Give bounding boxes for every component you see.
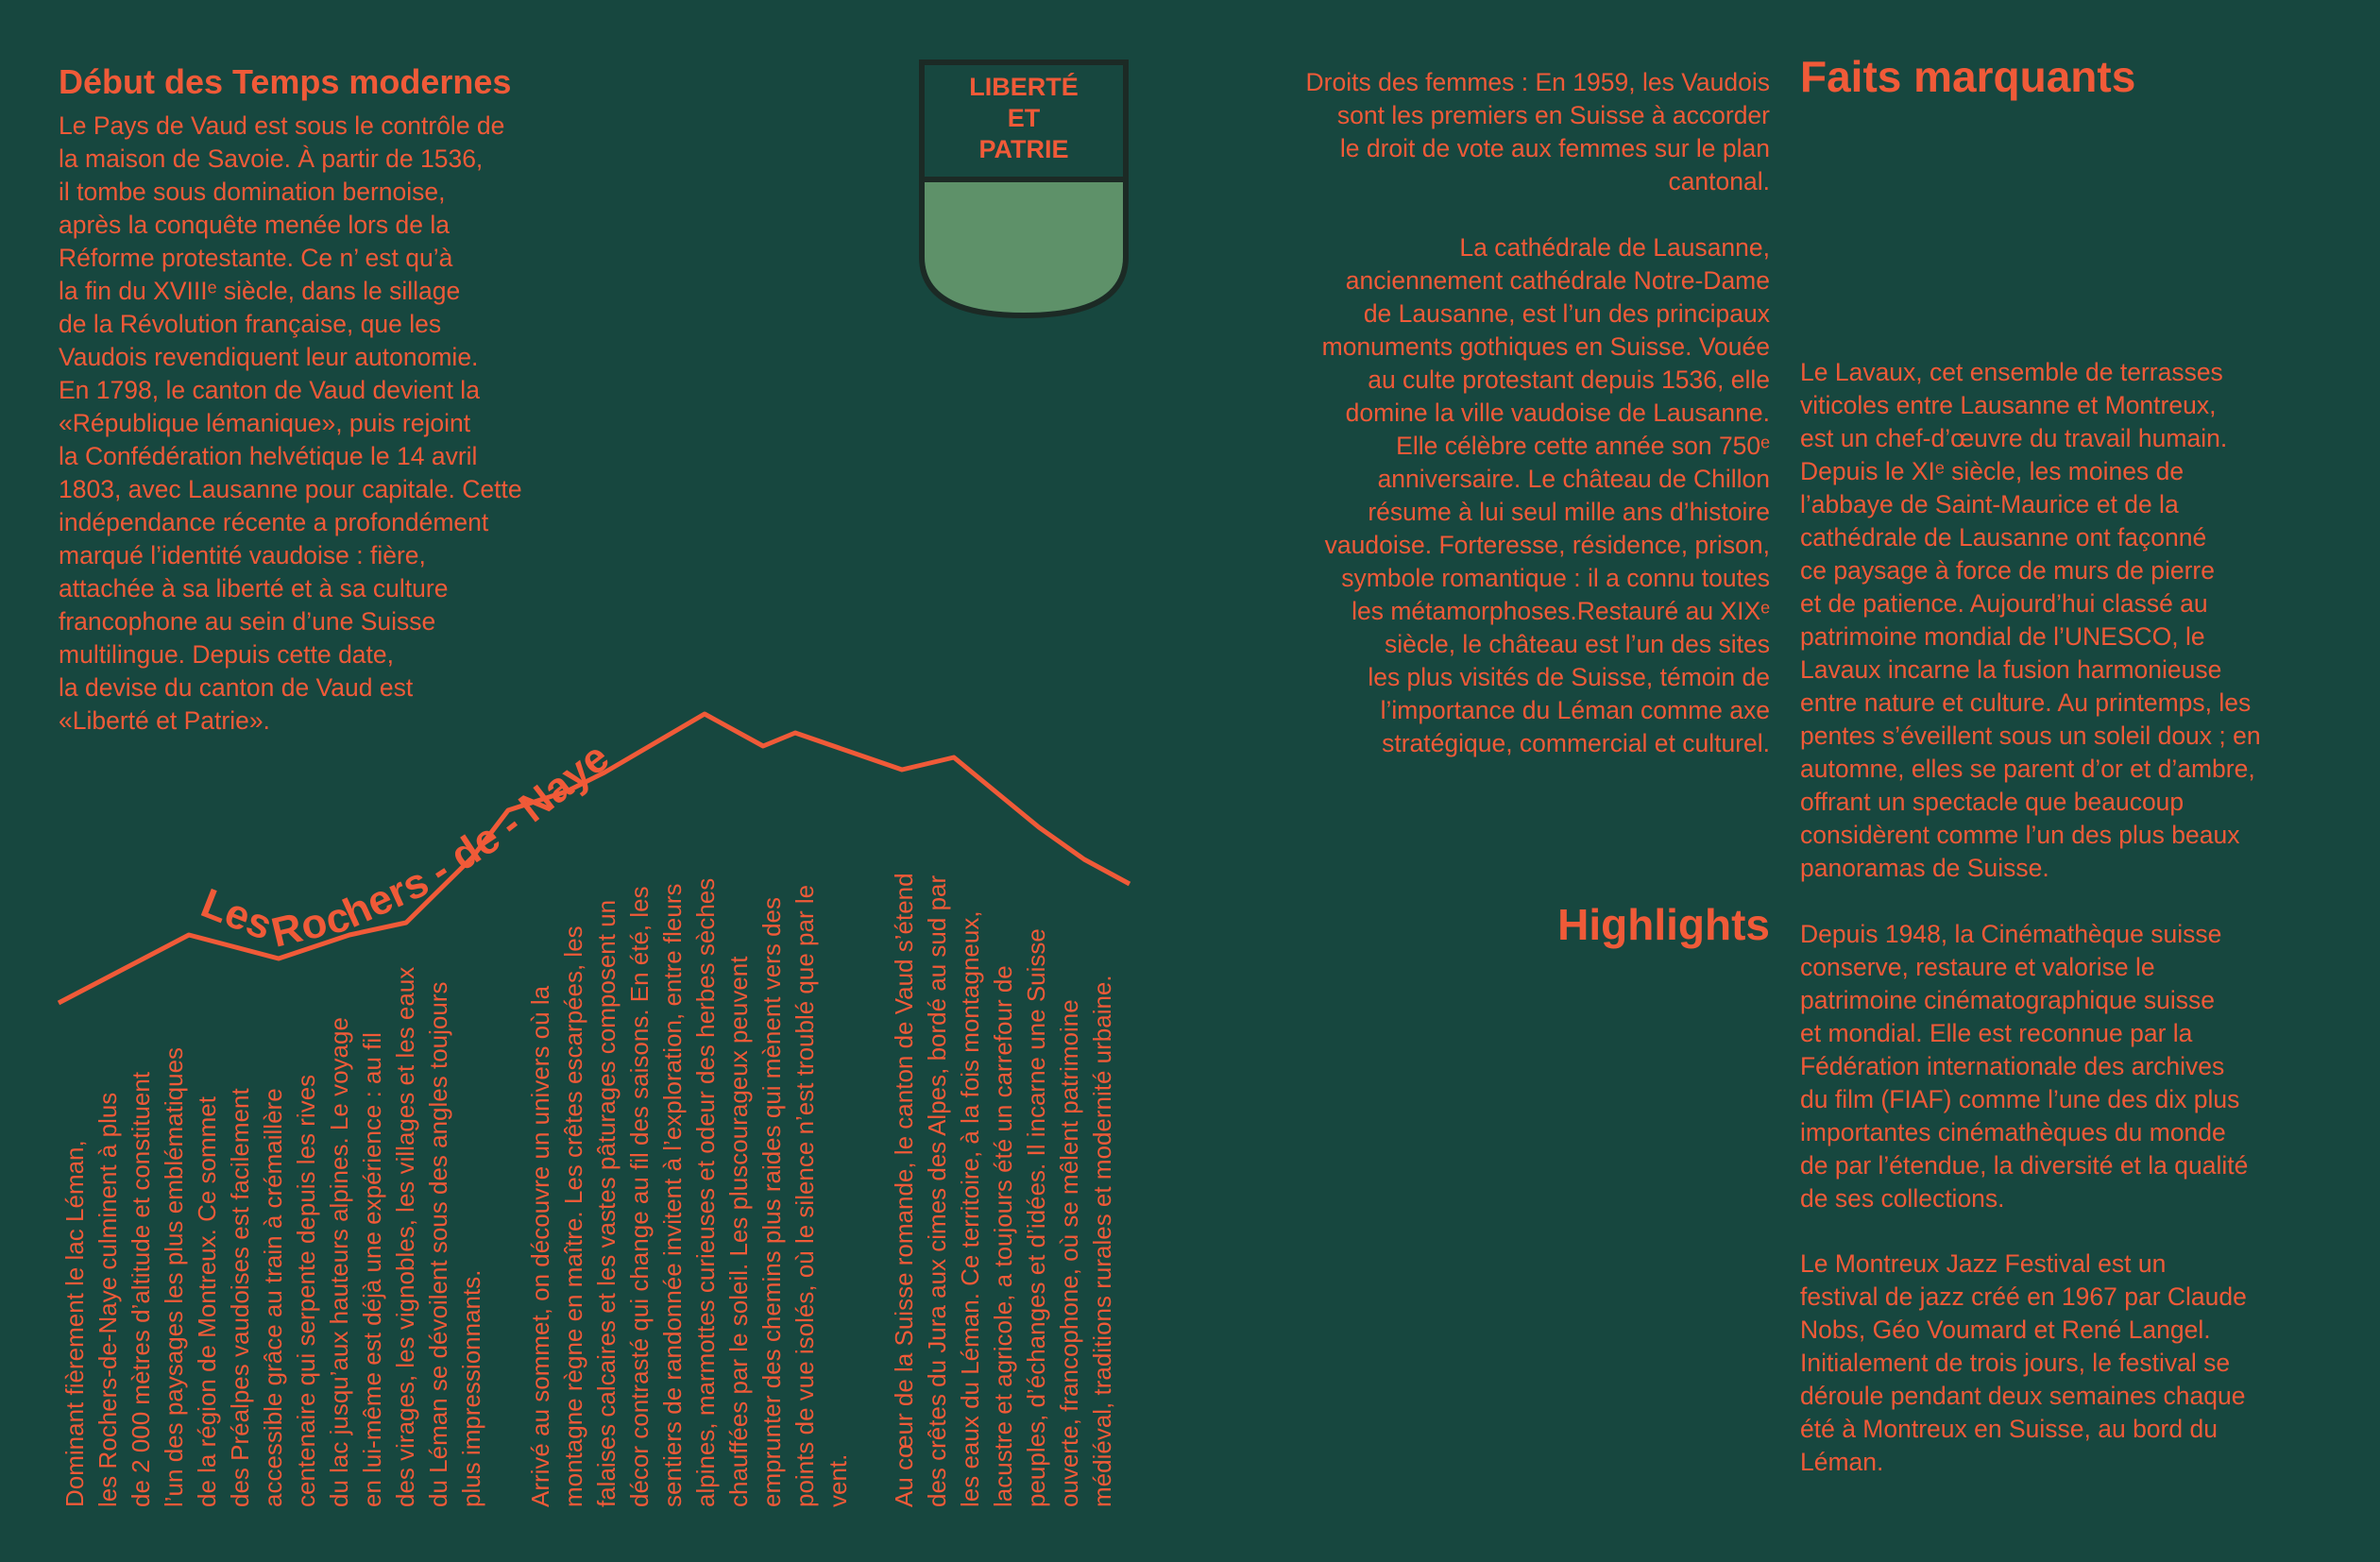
rochers-column-1: Dominant fièrement le lac Léman, les Rochers-de-Naye culminent à plus de 2 000 mètres d’altitude et constituent l’un des paysages les plus emblématiques de la région de Montreux. Ce sommet des Préalpes vaudoises est facilement accessible grâce au train à crémaillère centenaire qui serpente depuis les rives du lac jusqu’aux hauteurs alpines. Le voyage en lui-même est déjà une expérience : au fil des virages, les vignobles, les villages et les eaux du Léman se dévoilent sous des angles toujours plus impressionnants. xyxy=(60,966,485,1507)
shield-emblem xyxy=(918,59,1130,319)
women-rights-text: Droits des femmes : En 1959, les Vaudois sont les premiers en Suisse à accorder le droit de vote aux femmes sur le plan cantonal. xyxy=(1305,68,1770,195)
cinematheque-text: Depuis 1948, la Cinémathèque suisse conserve, restaure et valorise le patrimoine cinématographique suisse et mondial. Elle est reconnue par la Fédération internationale des archives du film (FIAF) comme l’une des dix plus importantes cinémathèques du monde de par l’étendue, la diversité et la qualité de ses collections. xyxy=(1800,920,2249,1213)
modern-times-text: Le Pays de Vaud est sous le contrôle de la maison de Savoie. À partir de 1536, il tombe sous domination bernoise, après la conquête menée lors de la Réforme protestante. Ce n’ est qu’à la fin du XVIIIᵉ siècle, dans le sillage de la Révolution française, que les Vaudois revendiquent leur autonomie. En 1798, le canton de Vaud devient la «République lémanique», puis rejoint la Confédération helvétique le 14 avril 1803, avec Lausanne pour capitale. Cette indépendance récente a profondément marqué l’identité vaudoise : fière, attachée à sa liberté et à sa culture francophone au sein d’une Suisse multilingue. Depuis cette date, la devise du canton de Vaud est «Liberté et Patrie». xyxy=(59,111,522,735)
lavaux-text: Le Lavaux, cet ensemble de terrasses viticoles entre Lausanne et Montreux, est un chef-d’œuvre du travail humain. Depuis le XIᵉ siècle, les moines de l’abbaye de Saint-Maurice et de la cathédrale de Lausanne ont façonné ce paysage à force de murs de pierre et de patience. Aujourd’hui classé au patrimoine mondial de l’UNESCO, le Lavaux incarne la fusion harmonieuse entre nature et culture. Au printemps, les pentes s’éveillent sous un soleil doux ; en automne, elles se parent d’or et d’ambre, offrant un spectacle que beaucoup considèrent comme l’un des plus beaux panoramas de Suisse. xyxy=(1800,358,2261,882)
rochers-column-3: Au cœur de la Suisse romande, le canton de Vaud s’étend des crêtes du Jura aux cimes des Alpes, bordé au sud par les eaux du Léman. Ce territoire, à la fois montagneux, lacustre et agricole, a toujours été un carrefour de peuples, d’échanges et d’idées. Il incarne une Suisse ouverte, francophone, où se mêlent patrimoine médiéval, traditions rurales et modernité urbaine. xyxy=(890,873,1116,1507)
highlights-title: Highlights xyxy=(1557,900,1770,949)
shield-motto: LIBERTÉ ET PATRIE xyxy=(969,73,1079,163)
jazz-festival-text: Le Montreux Jazz Festival est un festival de jazz créé en 1967 par Claude Nobs, Géo Voumard et René Langel. Initialement de trois jours, le festival se déroule pendant deux semaines chaque été à Montreux en Suisse, au bord du Léman. xyxy=(1800,1249,2247,1476)
modern-times-title: Début des Temps modernes xyxy=(59,62,512,101)
rochers-title-path: Les Rochers - de - Naye xyxy=(195,734,618,957)
faits-marquants-title: Faits marquants xyxy=(1800,52,2136,101)
cathedral-text: La cathédrale de Lausanne, anciennement cathédrale Notre-Dame de Lausanne, est l’un des principaux monuments gothiques en Suisse. Vouée au culte protestant depuis 1536, elle domine la ville vaudoise de Lausanne. Elle célèbre cette année son 750ᵉ anniversaire. Le château de Chillon résume à lui seul mille ans d’histoire vaudoise. Forteresse, résidence, prison, symbole romantique : il a connu toutes les métamorphoses.Restauré au XIXᵉ siècle, le château est l’un des sites les plus visités de Suisse, témoin de l’importance du Léman comme axe stratégique, commercial et culturel. xyxy=(1321,233,1770,757)
rochers-column-2: Arrivé au sommet, on découvre un univers où la montagne règne en maître. Les crêtes escarpées, les falaises calcaires et les vastes pâturages composent un décor contrasté qui change au fil des saisons. En été, les sentiers de randonnée invitent à l’exploration, entre fleurs alpines, marmottes curieuses et odeur des herbes sèches chauffées par le soleil. Les pluscourageux peuvent emprunter des chemins plus raides qui mènent vers des points de vue isolés, où le silence n’est troublé que par le vent. xyxy=(526,877,852,1507)
